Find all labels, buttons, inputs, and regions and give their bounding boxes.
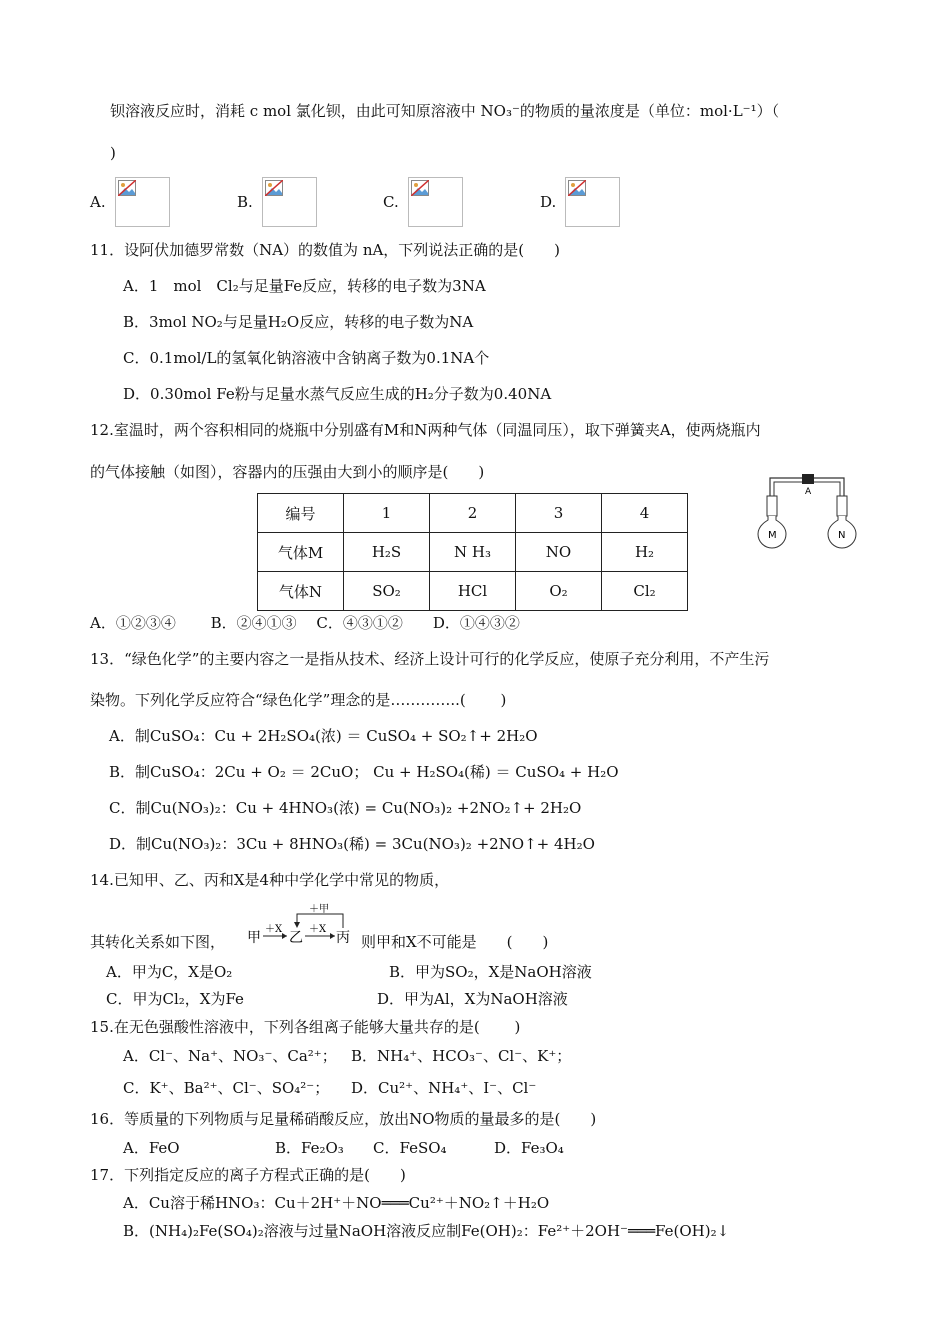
- broken-image-icon: [411, 180, 429, 196]
- table-cell: 气体N: [258, 572, 344, 611]
- q16-option-c: C．FeSO₄: [373, 1139, 447, 1157]
- table-cell: 编号: [258, 494, 344, 533]
- table-cell: 1: [344, 494, 430, 533]
- table-row: [258, 494, 688, 533]
- q15-stem: 15.在无色强酸性溶液中，下列各组离子能够大量共存的是( ): [90, 1018, 521, 1036]
- table-cell: H₂S: [344, 533, 430, 572]
- table-cell: 气体M: [258, 533, 344, 572]
- table-cell: O₂: [516, 572, 602, 611]
- q12-answers: A．①②③④ B．②④①③ C．④③①② D．①④③②: [90, 614, 520, 632]
- q14-stem-pre: 其转化关系如下图，: [90, 933, 226, 951]
- spring-clip-icon: [802, 474, 814, 484]
- table-cell: Cl₂: [602, 572, 688, 611]
- q13-option-d: D．制Cu(NO₃)₂：3Cu + 8HNO₃(稀) = 3Cu(NO₃)₂ +2NO↑+ 4H₂O: [109, 835, 595, 853]
- plus-x-label-2: ＋X: [309, 924, 327, 935]
- q15-option-c: C．K⁺、Ba²⁺、Cl⁻、SO₄²⁻；: [123, 1079, 330, 1097]
- q15-option-d: D．Cu²⁺、NH₄⁺、I⁻、Cl⁻: [351, 1079, 537, 1097]
- q13-option-a: A．制CuSO₄：Cu + 2H₂SO₄(浓) ＝ CuSO₄ + SO₂↑+ 2H₂O: [109, 727, 538, 745]
- q17-option-b: B．(NH₄)₂Fe(SO₄)₂溶液与过量NaOH溶液反应制Fe(OH)₂：Fe²⁺＋2OH⁻═══Fe(OH)₂↓: [123, 1222, 730, 1240]
- table-row: [258, 572, 688, 611]
- q17-stem: 17．下列指定反应的离子方程式正确的是( ): [90, 1166, 406, 1184]
- plus-x-label-1: ＋X: [265, 924, 283, 935]
- q10-option-c: C.: [383, 193, 399, 211]
- flask-n-label: N: [838, 530, 846, 541]
- q14-option-c: C．甲为Cl₂，X为Fe: [106, 990, 244, 1008]
- q10-option-a-image: [115, 177, 170, 227]
- table-cell: SO₂: [344, 572, 430, 611]
- q14-option-a: A．甲为C，X是O₂: [106, 963, 233, 981]
- q11-option-c: C．0.1mol/L的氢氧化钠溶液中含钠离子数为0.1NA个: [123, 349, 490, 367]
- broken-image-icon: [265, 180, 283, 196]
- q10-option-a: A.: [90, 193, 106, 211]
- q13-option-b: B．制CuSO₄：2Cu + O₂ ＝ 2CuO； Cu + H₂SO₄(稀) ＝ CuSO₄ + H₂O: [109, 763, 619, 781]
- clip-label: A: [805, 487, 812, 497]
- q11-option-d: D．0.30mol Fe粉与足量水蒸气反应生成的H₂分子数为0.40NA: [123, 385, 552, 403]
- q12-stem-line2: 的气体接触（如图），容器内的压强由大到小的顺序是( ): [90, 463, 485, 481]
- table-cell: 4: [602, 494, 688, 533]
- flask-m-label: M: [768, 530, 777, 541]
- table-cell: 2: [430, 494, 516, 533]
- table-row: [258, 533, 688, 572]
- jia-label: 甲: [247, 930, 261, 946]
- q10-stem-line1: 钡溶液反应时，消耗 c mol 氯化钡，由此可知原溶液中 NO₃⁻的物质的量浓度是（单位：mol·L⁻¹）（: [110, 102, 780, 120]
- q11-option-b: B．3mol NO₂与足量H₂O反应，转移的电子数为NA: [123, 313, 474, 331]
- q14-option-b: B．甲为SO₂，X是NaOH溶液: [389, 963, 592, 981]
- broken-image-icon: [118, 180, 136, 196]
- table-cell: N H₃: [430, 533, 516, 572]
- table-cell: 3: [516, 494, 602, 533]
- q14-stem-post: 则甲和X不可能是 ( ): [361, 933, 549, 951]
- table-cell: H₂: [602, 533, 688, 572]
- q16-stem: 16．等质量的下列物质与足量稀硝酸反应，放出NO物质的量最多的是( ): [90, 1110, 597, 1128]
- q10-option-b: B.: [237, 193, 253, 211]
- q15-option-a: A．Cl⁻、Na⁺、NO₃⁻、Ca²⁺；: [123, 1047, 337, 1065]
- q10-option-c-image: [408, 177, 463, 227]
- q10-option-d: D.: [540, 193, 557, 211]
- broken-image-icon: [568, 180, 586, 196]
- table-cell: NO: [516, 533, 602, 572]
- plus-jia-label: ＋甲: [309, 904, 329, 915]
- q12-stem-line1: 12.室温时，两个容积相同的烧瓶中分别盛有M和N两种气体（同温同压），取下弹簧夹A，使两烧瓶内: [90, 421, 761, 439]
- q10-option-d-image: [565, 177, 620, 227]
- q13-stem-line1: 13．“绿色化学”的主要内容之一是指从技术、经济上设计可行的化学反应，使原子充分利用，不产生污: [90, 650, 770, 668]
- q11-stem: 11．设阿伏加德罗常数（NA）的数值为 nA，下列说法正确的是( ): [90, 241, 561, 259]
- q17-option-a: A．Cu溶于稀HNO₃：Cu＋2H⁺＋NO═══Cu²⁺＋NO₂↑＋H₂O: [123, 1194, 550, 1212]
- q12-flask-diagram: [752, 466, 864, 554]
- q14-option-d: D．甲为Al，X为NaOH溶液: [377, 990, 568, 1008]
- q16-option-a: A．FeO: [123, 1139, 180, 1157]
- q11-option-a: A．1 mol Cl₂与足量Fe反应，转移的电子数为3NA: [123, 277, 486, 295]
- bing-label: 丙: [336, 930, 350, 946]
- q16-option-d: D．Fe₃O₄: [494, 1139, 564, 1157]
- q13-stem-line2: 染物。下列化学反应符合“绿色化学”理念的是…………..( ): [90, 691, 507, 709]
- q14-conversion-diagram: [245, 902, 355, 948]
- q13-option-c: C．制Cu(NO₃)₂：Cu + 4HNO₃(浓) = Cu(NO₃)₂ +2NO₂↑+ 2H₂O: [109, 799, 582, 817]
- yi-label: 乙: [289, 930, 303, 946]
- q15-option-b: B．NH₄⁺、HCO₃⁻、Cl⁻、K⁺；: [351, 1047, 572, 1065]
- q10-stem-line2: ): [110, 144, 116, 162]
- q10-option-b-image: [262, 177, 317, 227]
- q12-gas-table: [257, 493, 688, 611]
- q16-option-b: B．Fe₂O₃: [275, 1139, 344, 1157]
- q14-stem-line1: 14.已知甲、乙、丙和X是4种中学化学中常见的物质，: [90, 871, 450, 889]
- table-cell: HCl: [430, 572, 516, 611]
